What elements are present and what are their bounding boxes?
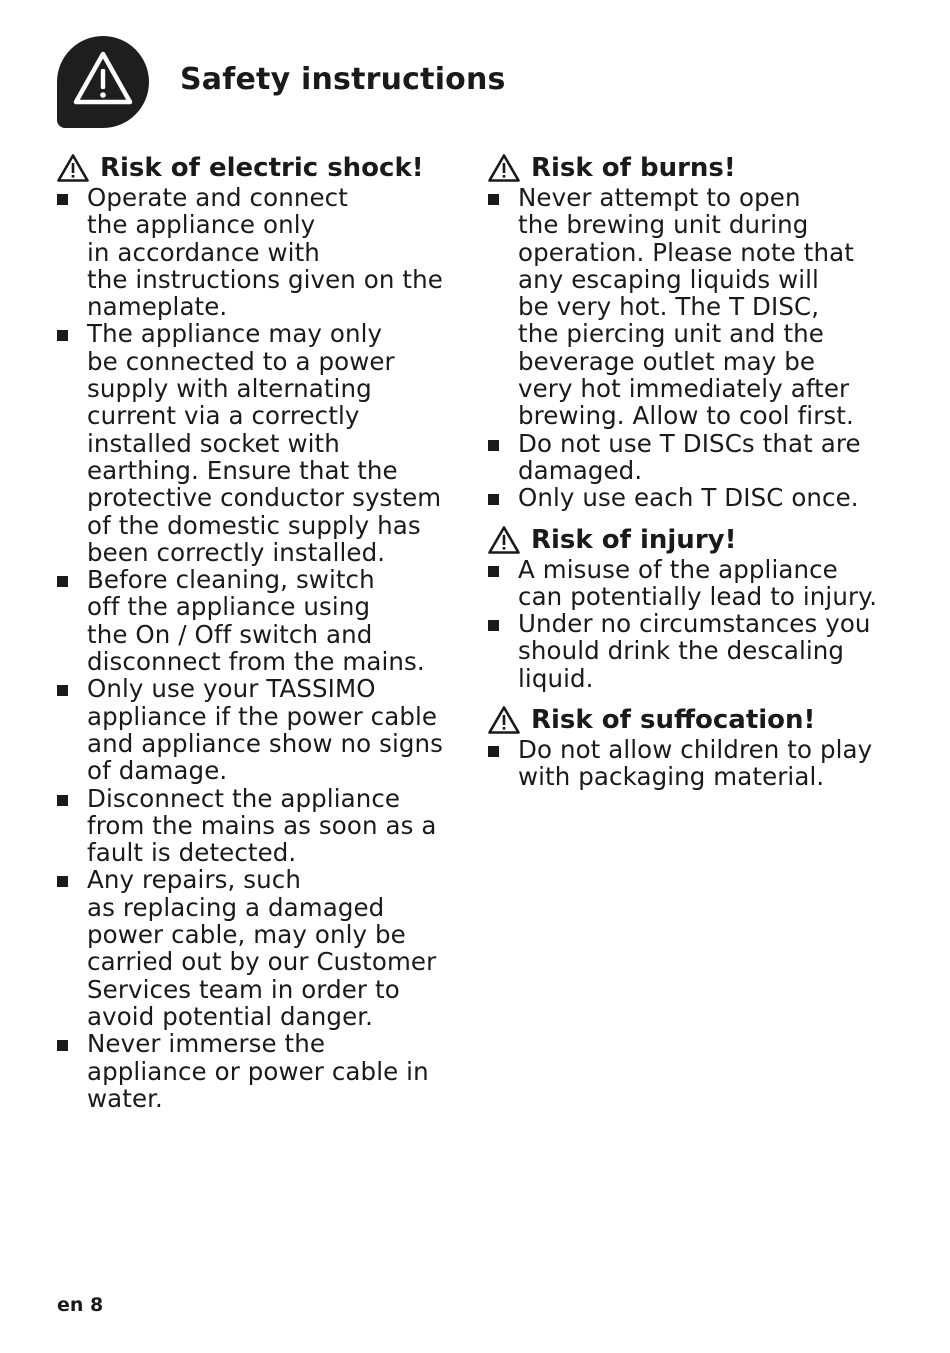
bullet-icon: [488, 494, 499, 505]
right-column: [487, 152, 907, 803]
section-suffocation: [487, 704, 907, 791]
section-heading: [487, 524, 907, 556]
section-heading-text: Risk of electric shock!: [100, 153, 424, 183]
list-item: A misuse of the appliance can potentially lead to injury.: [487, 556, 907, 611]
section-heading: [487, 152, 907, 184]
section-electric-shock: [56, 152, 466, 1112]
list-item: Before cleaning, switch off the appliance using the On / Off switch and disconnect from the mains.: [56, 566, 466, 675]
section-injury: [487, 524, 907, 692]
bullet-icon: [57, 1040, 68, 1051]
left-column: [56, 152, 466, 1124]
list-item: Operate and connect the appliance only in accordance with the instructions given on the nameplate.: [56, 184, 466, 320]
page-title: Safety instructions: [180, 62, 506, 97]
bullet-icon: [488, 620, 499, 631]
warning-triangle-icon: [70, 47, 136, 113]
bullet-icon: [57, 194, 68, 205]
list-item: Never attempt to open the brewing unit during operation. Please note that any escaping liquids will be very hot. The T DISC, the piercing unit and the beverage outlet may be very hot immediately after brewing. Allow to cool first.: [487, 184, 907, 430]
list-item: Do not use T DISCs that are damaged.: [487, 430, 907, 485]
section-heading: [487, 704, 907, 736]
list-item: Only use your TASSIMO appliance if the power cable and appliance show no signs of damage.: [56, 675, 466, 784]
bullet-icon: [57, 876, 68, 887]
list-item: Do not allow children to play with packaging material.: [487, 736, 907, 791]
warning-icon: [487, 705, 521, 735]
bullet-icon: [488, 440, 499, 451]
list-item: Under no circumstances you should drink the descaling liquid.: [487, 610, 907, 692]
bullet-icon: [488, 746, 499, 757]
section-heading: [56, 152, 466, 184]
bullet-icon: [57, 330, 68, 341]
list-item: Never immerse the appliance or power cable in water.: [56, 1030, 466, 1112]
header-warning-badge: [57, 36, 149, 128]
bullet-icon: [57, 576, 68, 587]
bullet-list: [487, 556, 907, 692]
section-heading-text: Risk of suffocation!: [531, 705, 816, 736]
warning-icon: [487, 153, 521, 183]
bullet-icon: [57, 685, 68, 696]
list-item: Disconnect the appliance from the mains as soon as a fault is detected.: [56, 785, 466, 867]
bullet-list: [56, 184, 466, 1112]
list-item: Only use each T DISC once.: [487, 484, 907, 511]
bullet-list: [487, 736, 907, 791]
bullet-icon: [57, 795, 68, 806]
list-item: The appliance may only be connected to a power supply with alternating current via a correctly installed socket with earthing. Ensure that the protective conductor system of the domestic supply has been correctly installed.: [56, 320, 466, 566]
section-heading-text: Risk of injury!: [531, 524, 737, 555]
list-item: Any repairs, such as replacing a damaged power cable, may only be carried out by our Customer Services team in order to avoid potential danger.: [56, 866, 466, 1030]
bullet-icon: [488, 194, 499, 205]
warning-icon: [487, 525, 521, 555]
warning-icon: [56, 153, 90, 183]
section-burns: [487, 152, 907, 512]
bullet-icon: [488, 566, 499, 577]
section-heading-text: Risk of burns!: [531, 153, 736, 183]
page-number: en 8: [57, 1294, 104, 1316]
bullet-list: [487, 184, 907, 512]
